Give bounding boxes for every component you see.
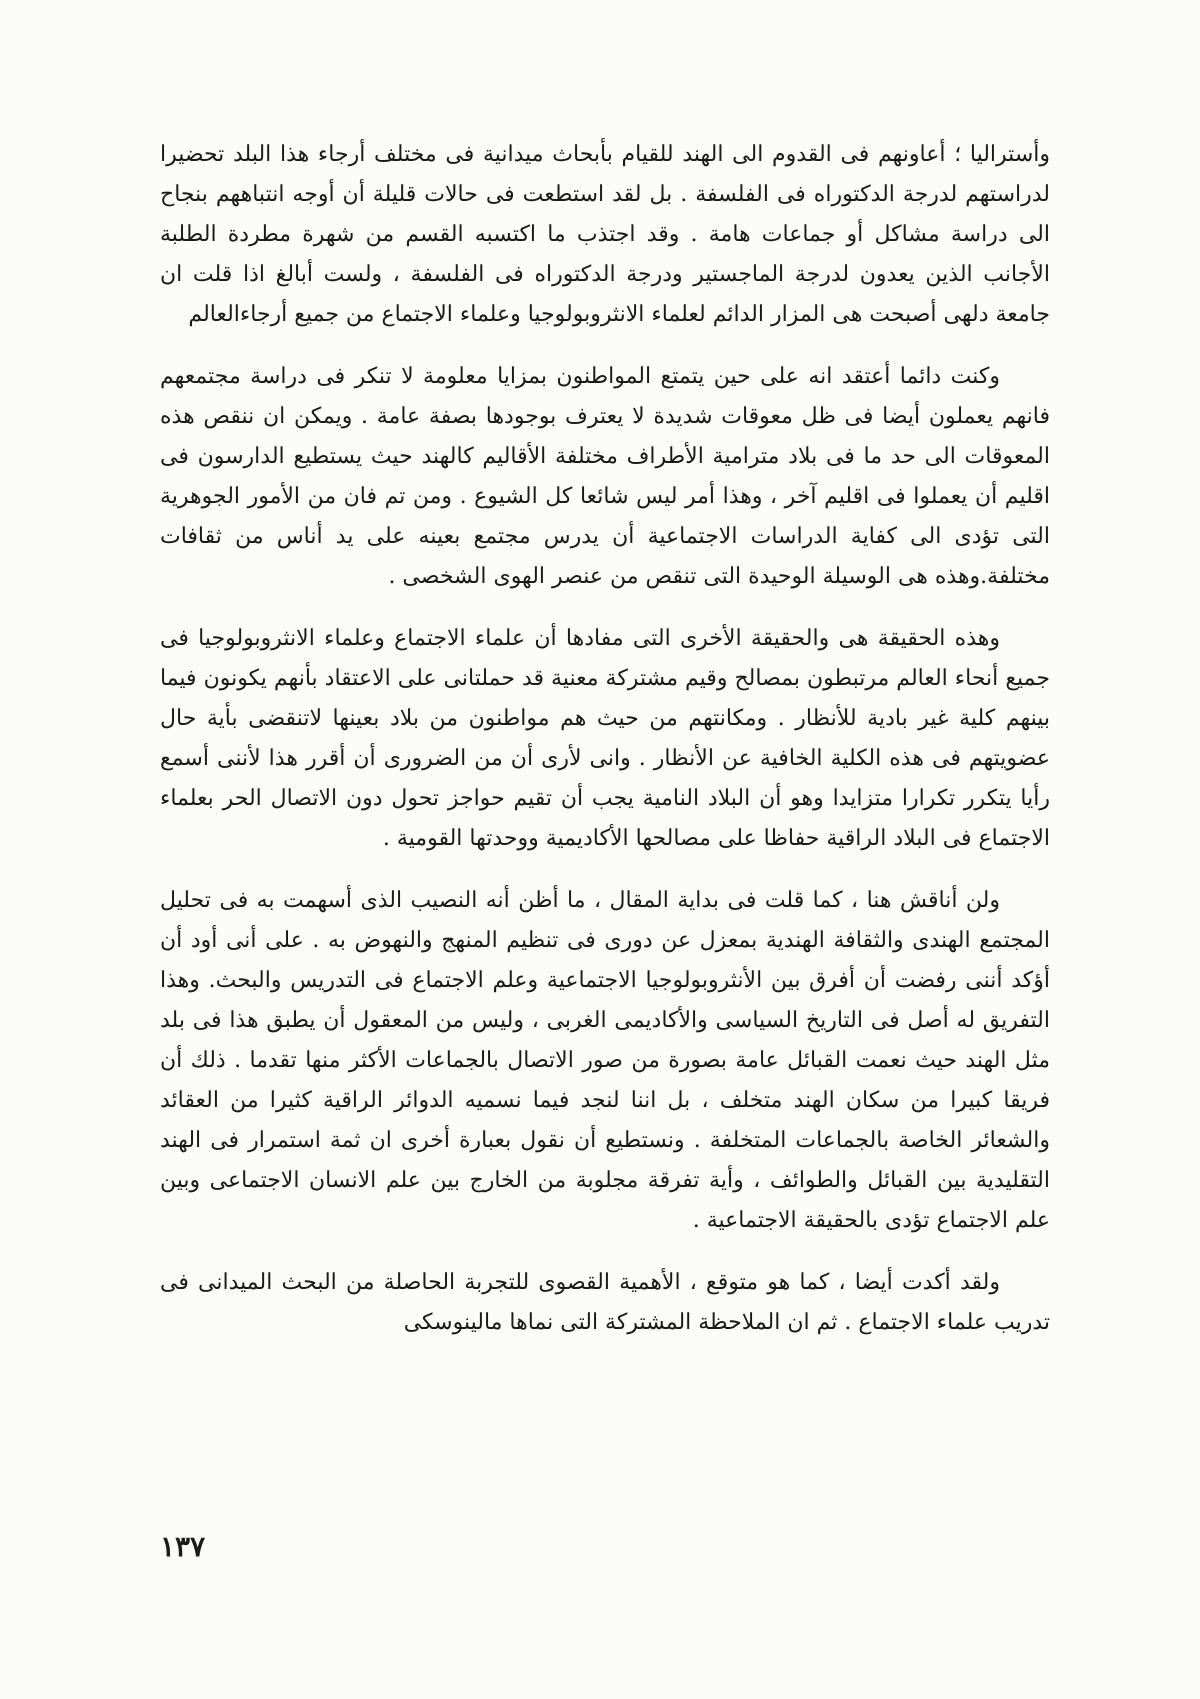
body-text	[160, 135, 1050, 1365]
paragraph-4: ولن أناقش هنا ، كما قلت فى بداية المقال ، ما أظن أنه النصيب الذى أسهمت به فى تحليل المجتمع الهندى والثقافة الهندية بمعزل عن دورى فى تنظيم المنهج والنهوض به . على أنى أود أن أؤكد أننى رفضت أن أفرق بين الأنثروبولوجيا الاجتماعية وعلم الاجتماع فى التدريس والبحث. وهذا التفريق له أصل فى التاريخ السياسى والأكاديمى الغربى ، وليس من المعقول أن يطبق هذا فى بلد مثل الهند حيث نعمت القبائل عامة بصورة من صور الاتصال بالجماعات الأكثر منها تقدما . ذلك أن فريقا كبيرا من سكان الهند متخلف ، بل اننا لنجد فيما نسميه الدوائر الراقية كثيرا من العقائد والشعائر الخاصة بالجماعات المتخلفة . ونستطيع أن نقول بعبارة أخرى ان ثمة استمرار فى الهند التقليدية بين القبائل والطوائف ، وأية تفرقة مجلوبة من الخارج بين علم الانسان الاجتماعى وبين علم الاجتماع تؤدى بالحقيقة الاجتماعية .	[160, 888, 1050, 1233]
paragraph-3: وهذه الحقيقة هى والحقيقة الأخرى التى مفادها أن علماء الاجتماع وعلماء الانثروبولوجيا فى جميع أنحاء العالم مرتبطون بمصالح وقيم مشتركة معنية قد حملتانى على الاعتقاد بأنهم يكونون فيما بينهم كلية غير بادية للأنظار . ومكانتهم من حيث هم مواطنون من بلاد بعينها لاتنقضى بأية حال عضويتهم فى هذه الكلية الخافية عن الأنظار . وانى لأرى أن من الضرورى أن أقرر هذا لأننى أسمع رأيا يتكرر تكرارا متزايدا وهو أن البلاد النامية يجب أن تقيم حواجز تحول دون الاتصال الحر بعلماء الاجتماع فى البلاد الراقية حفاظا على مصالحها الأكاديمية ووحدتها القومية .	[160, 626, 1050, 851]
paragraph-2: وكنت دائما أعتقد انه على حين يتمتع المواطنون بمزايا معلومة لا تنكر فى دراسة مجتمعهم فانهم يعملون أيضا فى ظل معوقات شديدة لا يعترف بوجودها بصفة عامة . ويمكن ان ننقص هذه المعوقات الى حد ما فى بلاد مترامية الأطراف مختلفة الأقاليم كالهند حيث يستطيع الدارسون فى اقليم أن يعملوا فى اقليم آخر ، وهذا أمر ليس شائعا كل الشيوع . ومن تم فان من الأمور الجوهرية التى تؤدى الى كفاية الدراسات الاجتماعية أن يدرس مجتمع بعينه على يد أناس من ثقافات مختلفة.وهذه هى الوسيلة الوحيدة التى تنقص من عنصر الهوى الشخصى .	[160, 364, 1050, 589]
paragraph-1: وأستراليا ؛ أعاونهم فى القدوم الى الهند للقيام بأبحاث ميدانية فى مختلف أرجاء هذا البلد تحضيرا لدراستهم لدرجة الدكتوراه فى الفلسفة . بل لقد استطعت فى حالات قليلة أن أوجه انتباههم بنجاح الى دراسة مشاكل أو جماعات هامة . وقد اجتذب ما اكتسبه القسم من شهرة مطردة الطلبة الأجانب الذين يعدون لدرجة الماجستير ودرجة الدكتوراه فى الفلسفة ، ولست أبالغ اذا قلت ان جامعة دلهى أصبحت هى المزار الدائم لعلماء الانثروبولوجيا وعلماء الاجتماع من جميع أرجاءالعالم	[160, 142, 1050, 327]
paragraph-5: ولقد أكدت أيضا ، كما هو متوقع ، الأهمية القصوى للتجربة الحاصلة من البحث الميدانى فى تدريب علماء الاجتماع . ثم ان الملاحظة المشتركة التى نماها مالينوسكى	[160, 1270, 1050, 1335]
page-number: ١٣٧	[160, 1530, 206, 1563]
